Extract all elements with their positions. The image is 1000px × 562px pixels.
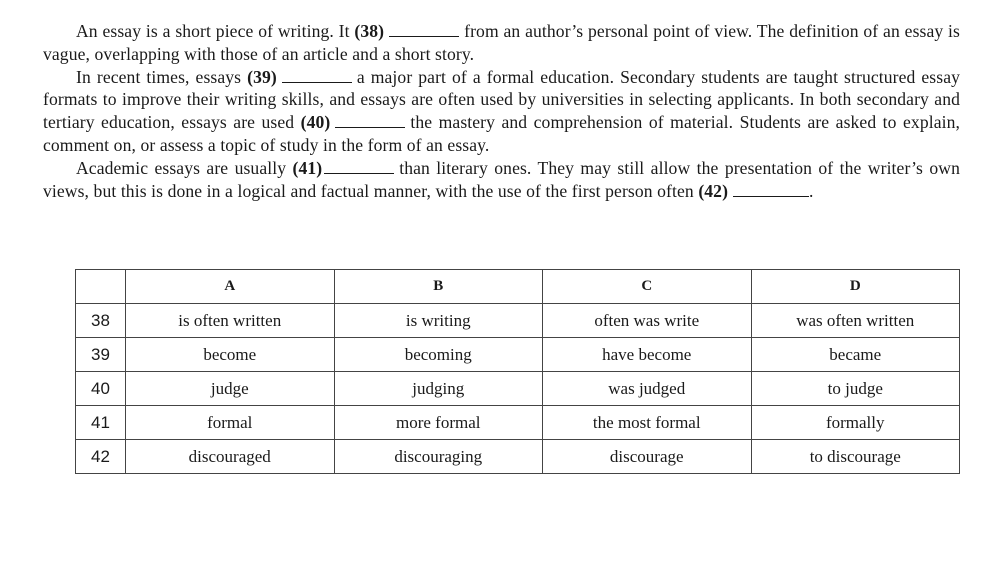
table-row [76, 304, 960, 338]
option-cell[interactable]: discouraging [334, 440, 543, 474]
row-number: 40 [76, 372, 126, 406]
option-cell[interactable]: to judge [751, 372, 960, 406]
gap-number-40: (40) [300, 112, 331, 133]
gap-blank-42[interactable] [733, 182, 809, 197]
gap-blank-41[interactable] [324, 159, 394, 174]
table-header-row [76, 270, 960, 304]
text: Academic essays are usually [76, 157, 293, 178]
option-cell[interactable]: become [126, 338, 335, 372]
option-cell[interactable]: often was write [543, 304, 752, 338]
option-cell[interactable]: to discourage [751, 440, 960, 474]
header-B: B [334, 270, 543, 304]
option-cell[interactable]: discourage [543, 440, 752, 474]
header-D: D [751, 270, 960, 304]
option-cell[interactable]: became [751, 338, 960, 372]
option-cell[interactable]: is often written [126, 304, 335, 338]
option-cell[interactable]: was judged [543, 372, 752, 406]
gap-blank-38[interactable] [389, 22, 459, 37]
gap-blank-40[interactable] [335, 113, 405, 128]
header-corner [76, 270, 126, 304]
text: the mastery and comprehension of material. Students are asked to explain, comment on, or assess a topic of study in the form of an essay. [43, 112, 961, 155]
answer-options-table [75, 269, 960, 474]
paragraph-3 [43, 157, 960, 203]
paragraph-1 [43, 20, 960, 66]
option-cell[interactable]: have become [543, 338, 752, 372]
gap-number-38: (38) [354, 21, 385, 41]
table-row [76, 372, 960, 406]
table-row [76, 440, 960, 474]
row-number: 42 [76, 440, 126, 474]
paragraph-2 [43, 66, 960, 157]
option-cell[interactable]: the most formal [543, 406, 752, 440]
text: . [809, 180, 814, 201]
option-cell[interactable]: more formal [334, 406, 543, 440]
gap-blank-39[interactable] [282, 68, 352, 83]
text: In recent times, essays [76, 66, 248, 87]
text: than literary ones. They may still allow the presentation of the writer’s own views, but this is done in a logical and factual manner, with the use of the first person often [43, 157, 960, 201]
option-cell[interactable]: becoming [334, 338, 543, 372]
table-row [76, 406, 960, 440]
option-cell[interactable]: formal [126, 406, 335, 440]
option-cell[interactable]: was often written [751, 304, 960, 338]
gap-number-42: (42) [698, 180, 729, 201]
text: from an author’s personal point of view. The definition of an essay is vague, overlapping with those of an article and a short story. [43, 21, 960, 64]
passage [43, 20, 960, 202]
option-cell[interactable]: judge [126, 372, 335, 406]
row-number: 39 [76, 338, 126, 372]
option-cell[interactable]: is writing [334, 304, 543, 338]
row-number: 41 [76, 406, 126, 440]
option-cell[interactable]: judging [334, 372, 543, 406]
table-row [76, 338, 960, 372]
row-number: 38 [76, 304, 126, 338]
gap-number-39: (39) [247, 66, 277, 87]
text: An essay is a short piece of writing. It [76, 21, 355, 41]
option-cell[interactable]: discouraged [126, 440, 335, 474]
header-C: C [543, 270, 752, 304]
text: a major part of a formal education. Secondary students are taught structured essay formats to improve their writing skills, and essays are often used by universities in selecting applicants. In both secondary and tertiary education, essays are used [43, 66, 961, 133]
gap-number-41: (41) [292, 157, 323, 178]
option-cell[interactable]: formally [751, 406, 960, 440]
header-A: A [126, 270, 335, 304]
